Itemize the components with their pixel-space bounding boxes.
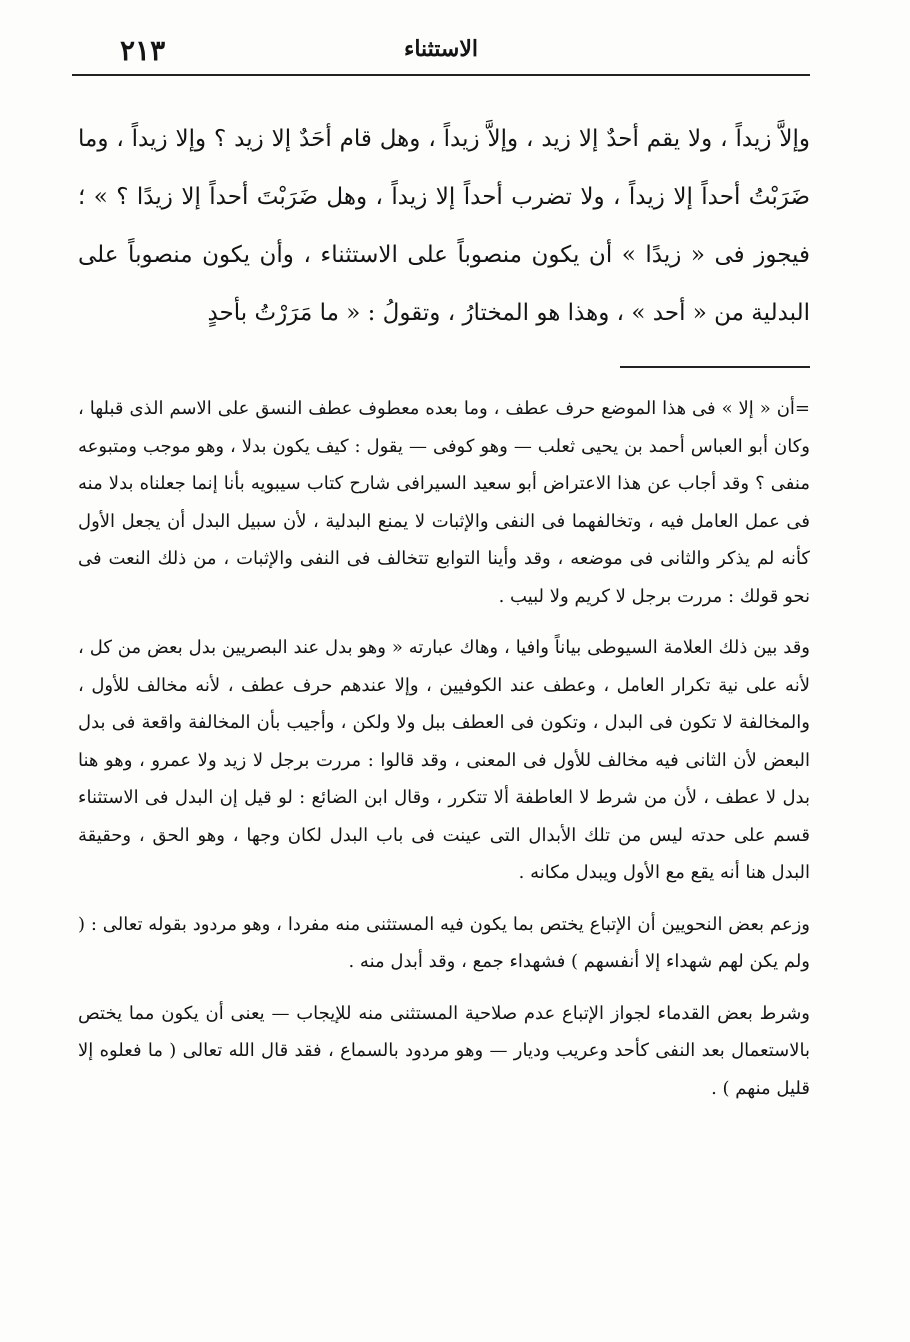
header-rule — [72, 74, 810, 76]
main-paragraph: وإلاَّ زيداً ، ولا يقم أحدٌ إلا زيد ، وإلاَّ زيداً ، وهل قام أحَدٌ إلا زيد ؟ وإلا زيداً ، وما ضَرَبْتُ أحداً إلا زيداً ، ولا تضرب أحداً إلا زيداً ، وهل ضَرَبْتَ أحداً إلا زيدًا ؟ » ؛ فيجوز فى « زيدًا » أن يكون منصوباً على الاستثناء ، وأن يكون منصوباً على البدلية من « أحد » ، وهذا هو المختارُ ، وتقولُ : « ما مَرَرْتُ بأحدٍ — [78, 126, 810, 326]
footnote-paragraph: وزعم بعض النحويين أن الإتباع يختص بما يكون فيه المستثنى منه مفردا ، وهو مردود بقوله تعالى : ( ولم يكن لهم شهداء إلا أنفسهم ) فشهداء جمع ، وقد أبدل منه . — [78, 913, 810, 972]
footnotes — [78, 390, 810, 1121]
footnote-paragraph: وشرط بعض القدماء لجواز الإتباع عدم صلاحية المستثنى منه للإيجاب — يعنى أن يكون مما يختص بالاستعمال بعد النفى كأحد وعريب وديار — وهو مردود بالسماع ، فقد قال الله تعالى ( ما فعلوه إلا قليل منهم ) . — [78, 1002, 810, 1099]
main-text — [78, 110, 810, 342]
footnote-separator — [620, 366, 810, 368]
footnote-paragraph: =أن « إلا » فى هذا الموضع حرف عطف ، وما بعده معطوف عطف النسق على الاسم الذى قبلها ، وكان أبو العباس أحمد بن يحيى ثعلب — وهو كوفى — يقول : كيف يكون بدلا ، وهو موجب ومتبوعه منفى ؟ وقد أجاب عن هذا الاعتراض أبو سعيد السيرافى شارح كتاب سيبويه بأنا إنما جعلناه بدلا منه فى عمل العامل فيه ، وتخالفهما فى النفى والإثبات لا يمنع البدلية ، لأن سبيل البدل أن يجعل الأول كأنه لم يذكر والثانى فى موضعه ، وقد وأينا التوابع تتخالف فى النفى والإثبات ، من ذلك النعت فى نحو قولك : مررت برجل لا كريم ولا لبيب . — [78, 398, 810, 607]
page-header — [72, 34, 810, 74]
running-title: الاستثناء — [403, 36, 479, 62]
page-number: ٢١٣ — [120, 34, 166, 67]
footnote-paragraph: وقد بين ذلك العلامة السيوطى بياناً وافيا ، وهاك عبارته « وهو بدل عند البصريين بدل بعض من كل ، لأنه على نية تكرار العامل ، وعطف عند الكوفيين ، وإلا عندهم حرف عطف ، لأنه مخالف للأول ، والمخالفة لا تكون فى البدل ، وتكون فى العطف ببل ولا ولكن ، وأجيب بأن المخالفة واقعة فى بدل البعض لأن الثانى فيه مخالف للأول فى المعنى ، وقد قالوا : مررت برجل لا زيد ولا عمرو ، وهو هنا بدل لا عطف ، لأن من شرط لا العاطفة ألا تتكرر ، وقال ابن الضائع : لو قيل إن البدل فى الاستثناء قسم على حدته ليس من تلك الأبدال التى عينت فى باب البدل لكان وجها ، وهو الحق ، وحقيقة البدل هنا أنه يقع مع الأول ويبدل مكانه . — [78, 637, 810, 883]
